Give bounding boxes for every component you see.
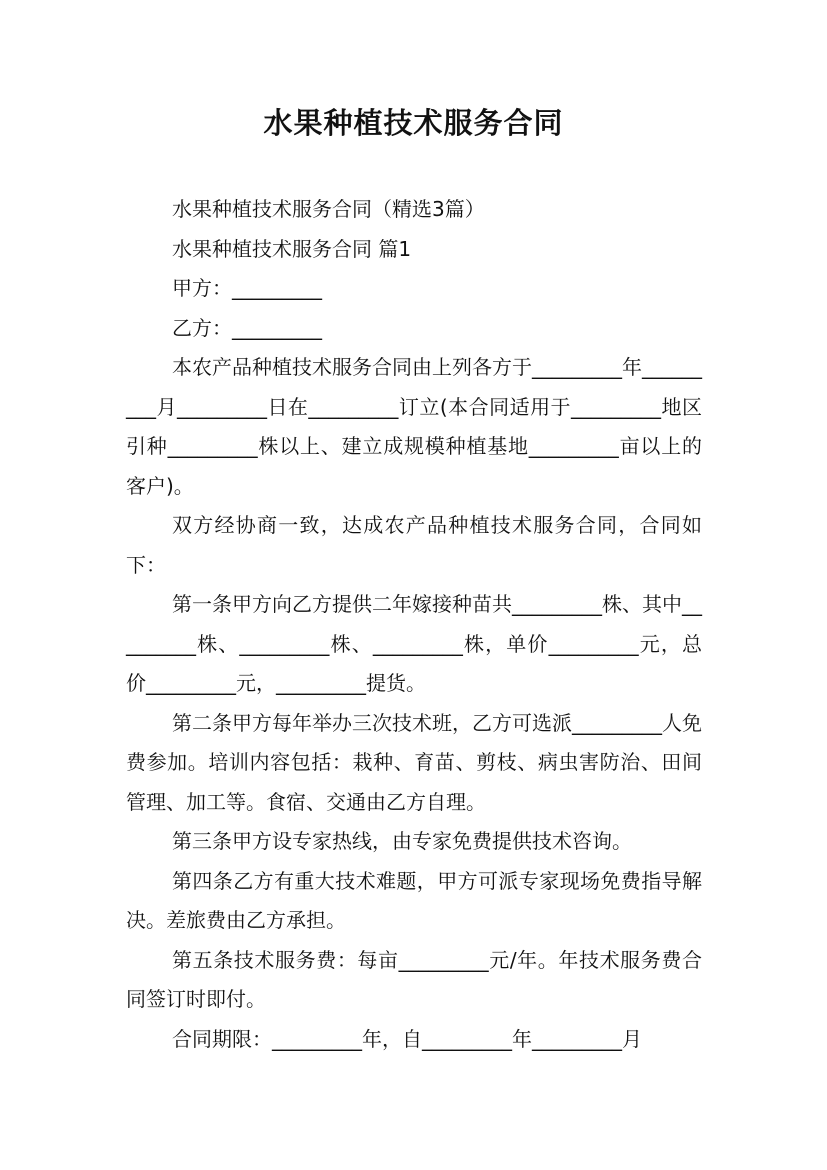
document-title: 水果种植技术服务合同 (263, 106, 564, 140)
paragraph-party-a: 甲方：_________ (172, 276, 322, 300)
paragraph-party-b: 乙方：_________ (172, 315, 322, 340)
paragraph-section-heading: 水果种植技术服务合同 篇1 (172, 236, 412, 261)
paragraph-article-5: 第五条技术服务费：每亩_________元/年。年技术服务费合同签订时即付。 (126, 947, 702, 1011)
paragraph-agreement: 双方经协商一致，达成农产品种植技术服务合同，合同如下： (126, 513, 702, 577)
paragraph-article-3: 第三条甲方设专家热线，由专家免费提供技术咨询。 (172, 829, 632, 853)
paragraph-subtitle: 水果种植技术服务合同（精选3篇） (172, 197, 485, 221)
document-body (126, 190, 702, 1059)
paragraph-contract-term: 合同期限：_________年，自_________年_________月 (172, 1026, 642, 1051)
paragraph-preamble: 本农产品种植技术服务合同由上列各方于_________年_________月_________日在_________订立(本合同适用于_________地区引种_________株以上、建立成规模种植基地_________亩以上的客户)。 (126, 355, 702, 498)
paragraph-article-2: 第二条甲方每年举办三次技术班，乙方可选派_________人免费参加。培训内容包括：栽种、育苗、剪枝、病虫害防治、田间管理、加工等。食宿、交通由乙方自理。 (126, 710, 702, 814)
paragraph-article-4: 第四条乙方有重大技术难题，甲方可派专家现场免费指导解决。差旅费由乙方承担。 (126, 868, 702, 932)
paragraph-article-1: 第一条甲方向乙方提供二年嫁接种苗共_________株、其中_________株、_________株、_________株，单价_________元，总价_________元，_________提货。 (126, 592, 702, 695)
